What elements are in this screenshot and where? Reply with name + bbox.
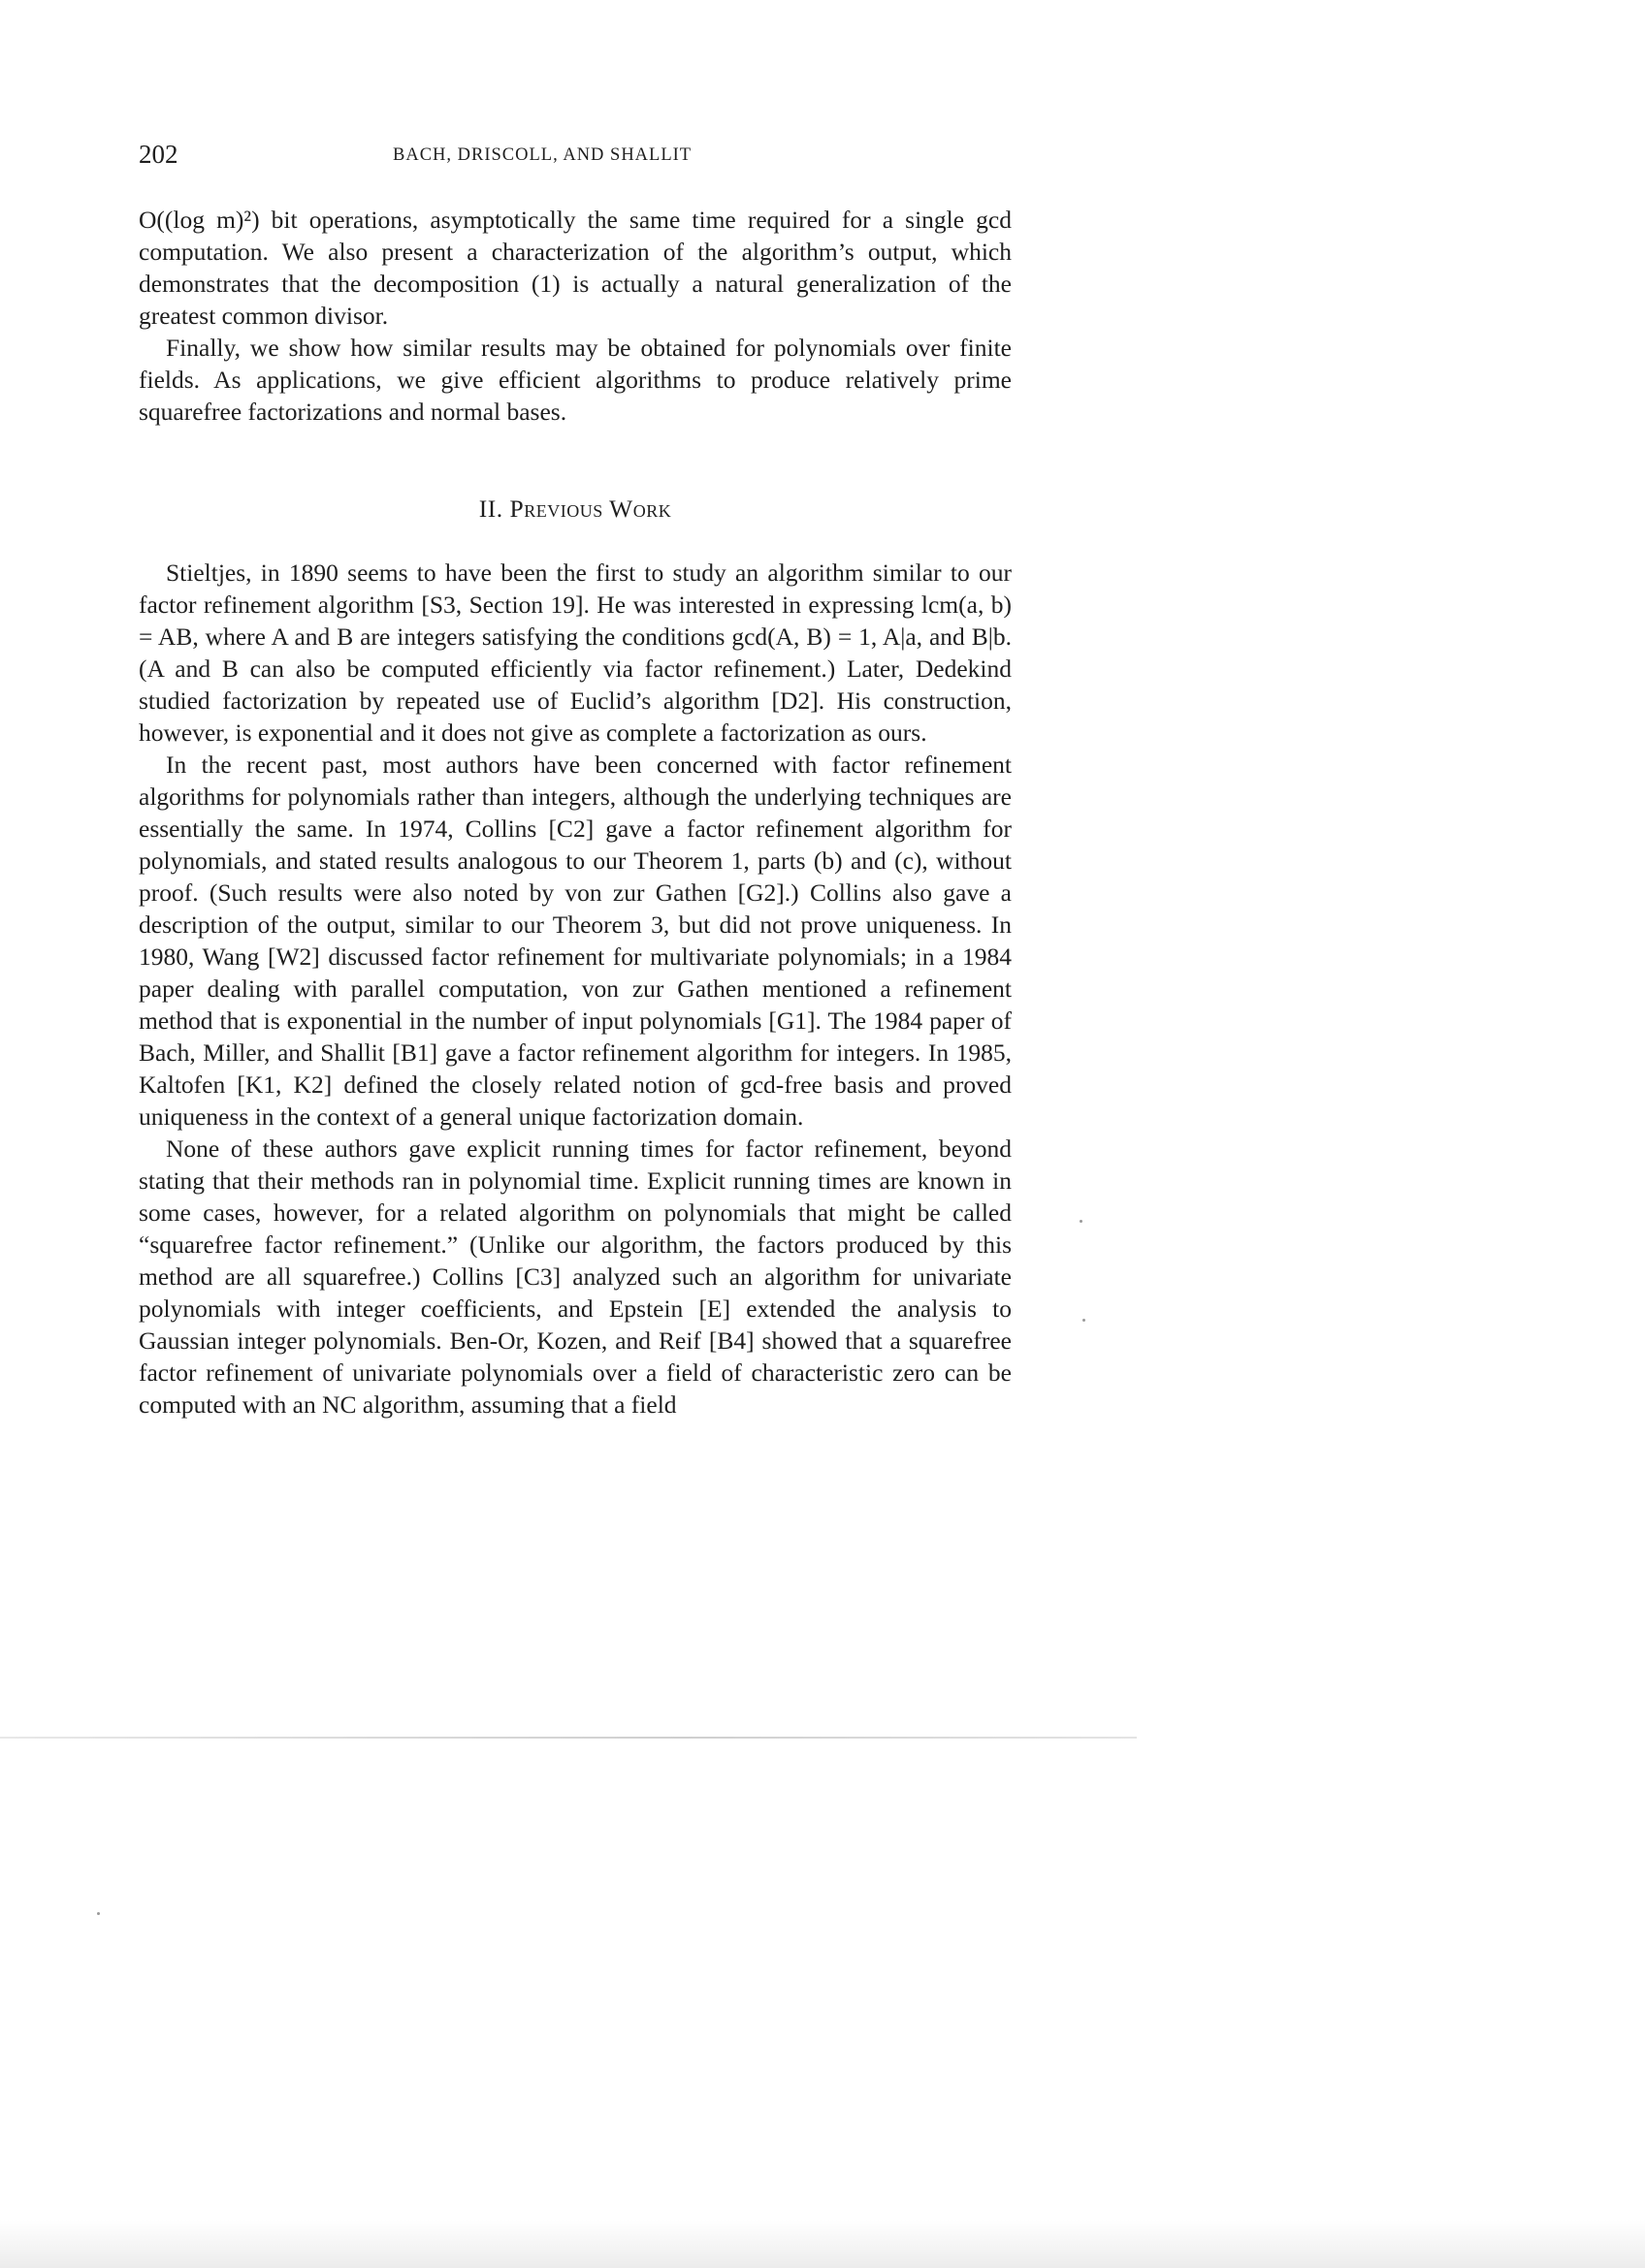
scan-speck: [97, 1912, 100, 1915]
section-heading: II. Previous Work: [478, 495, 672, 523]
paragraph: In the recent past, most authors have been concerned with factor refinement algorithms for polynomials rather than integers, although the underlying techniques are essentially the same. In 1974, Collins [C2] gave a factor refinement algorithm for polynomials, and stated results analogous to our Theorem 1, parts (b) and (c), without proof. (Such results were also noted by von zur Gathen [G2].) Collins also gave a description of the output, similar to our Theorem 3, but did not prove uniqueness. In 1980, Wang [W2] discussed factor refinement for multivariate polynomials; in a 1984 paper dealing with parallel computation, von zur Gathen mentioned a refinement method that is exponential in the number of input polynomials [G1]. The 1984 paper of Bach, Miller, and Shallit [B1] gave a factor refinement algorithm for integers. In 1985, Kaltofen [K1, K2] defined the closely related notion of gcd-free basis and proved uniqueness in the context of a general unique factorization domain.: [139, 751, 1012, 1131]
paragraph: None of these authors gave explicit running times for factor refinement, beyond stating that their methods ran in polynomial time. Explicit running times are known in some cases, however, for a related algorithm on polynomials that might be called “squarefree factor refinement.” (Unlike our algorithm, the factors produced by this method are all squarefree.) Collins [C3] analyzed such an algorithm for univariate polynomials with integer coefficients, and Epstein [E] extended the analysis to Gaussian integer polynomials. Ben-Or, Kozen, and Reif [B4] showed that a squarefree factor refinement of univariate polynomials over a field of characteristic zero can be computed with an NC algorithm, assuming that a field: [139, 1134, 1012, 1419]
page-number: 202: [139, 140, 178, 169]
scan-edge-line: [0, 1737, 1137, 1739]
paragraph: Finally, we show how similar results may be obtained for polynomials over finite fields. As applications, we give efficient algorithms to produce relatively prime squarefree factorizations and normal bases.: [139, 334, 1012, 426]
paragraph: O((log m)²) bit operations, asymptotically the same time required for a single gcd computation. We also present a characterization of the algorithm’s output, which demonstrates that the decomposition (1) is actually a natural generalization of the greatest common divisor.: [139, 206, 1012, 330]
scan-bottom-shade: [0, 2220, 1645, 2268]
scan-speck: [1080, 1220, 1082, 1223]
intro-text: [139, 204, 1012, 428]
section-body: [139, 557, 1012, 1421]
page-header: [139, 140, 1012, 178]
scan-speck: [1082, 1319, 1085, 1322]
running-head: BACH, DRISCOLL, AND SHALLIT: [393, 145, 693, 165]
paragraph: Stieltjes, in 1890 seems to have been the first to study an algorithm similar to our factor refinement algorithm [S3, Section 19]. He was interested in expressing lcm(a, b) = AB, where A and B are integers satisfying the conditions gcd(A, B) = 1, A|a, and B|b. (A and B can also be computed efficiently via factor refinement.) Later, Dedekind studied factorization by repeated use of Euclid’s algorithm [D2]. His construction, however, is exponential and it does not give as complete a factorization as ours.: [139, 559, 1012, 747]
